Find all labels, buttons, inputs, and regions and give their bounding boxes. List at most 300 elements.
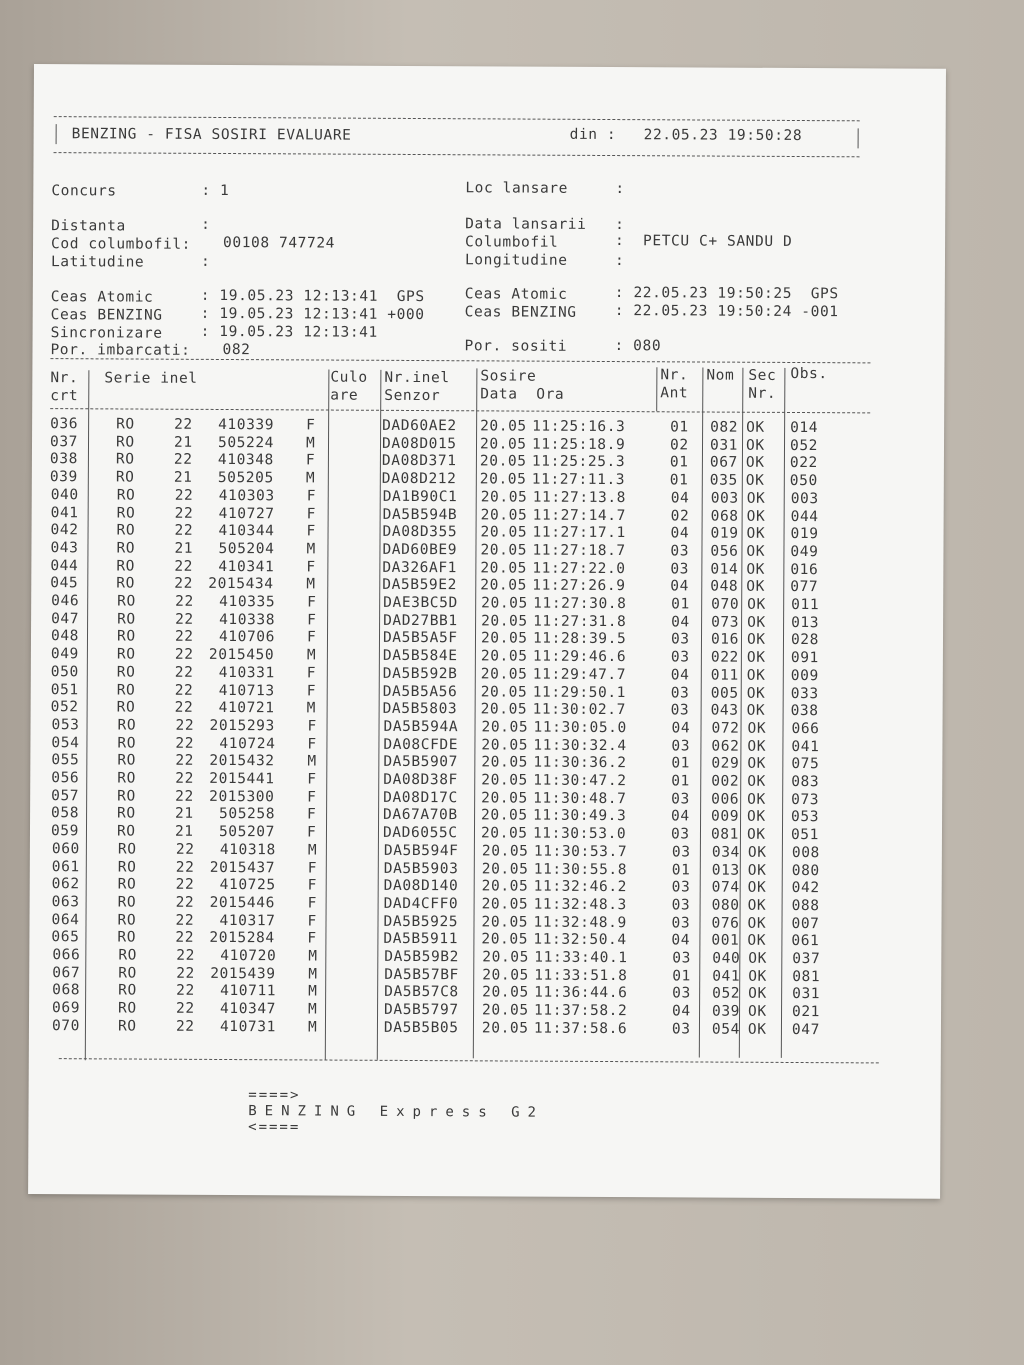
cell-obs: 049	[790, 543, 819, 561]
cell-inel: 410331	[218, 664, 275, 682]
cell-tara: RO	[117, 858, 137, 876]
cell-inel: 2015434	[208, 576, 274, 593]
cell-senzor: DA67A70B	[383, 807, 458, 824]
cell-tara: RO	[116, 487, 136, 504]
col-header-crt: crt	[50, 388, 79, 405]
cell-ora: 11:27:11.3	[531, 471, 626, 489]
cell-sex: F	[307, 895, 317, 912]
cod-columbofil-label: Cod columbofil:	[51, 236, 192, 253]
cell-senzor: DAD60BE9	[382, 541, 458, 559]
cell-inel: 410318	[219, 841, 276, 859]
cell-sec: OK	[745, 455, 765, 472]
cell-ant: 01	[669, 472, 689, 489]
col-header-sec-1: Sec	[748, 367, 777, 384]
cell-senzor: DA5B5907	[383, 754, 459, 771]
cell-ant: 01	[671, 861, 691, 878]
cell-obs: 080	[791, 862, 820, 879]
cell-ant: 04	[670, 490, 690, 507]
cell-nr: 039	[49, 469, 78, 486]
cell-ant: 01	[671, 773, 690, 790]
cell-data: 20.05	[481, 843, 529, 860]
cell-sec: OK	[747, 915, 767, 932]
cell-obs: 077	[790, 579, 819, 596]
cell-sex: F	[307, 930, 317, 947]
cell-senzor: DA5B59B2	[384, 948, 460, 966]
cell-ant: 03	[670, 543, 690, 560]
cell-nr: 038	[49, 451, 78, 468]
cell-nom: 070	[711, 596, 740, 613]
cell-sex: F	[306, 824, 317, 841]
cell-ant: 04	[671, 932, 691, 949]
cell-obs: 052	[789, 437, 819, 454]
cell-obs: 033	[790, 685, 819, 702]
cell-sec: OK	[746, 702, 766, 720]
cell-sex: F	[307, 913, 317, 930]
cell-sec: OK	[747, 879, 767, 897]
cell-an: 22	[175, 930, 195, 947]
date-label: din :	[569, 126, 617, 144]
cell-obs: 016	[790, 561, 819, 578]
cell-an: 22	[175, 770, 194, 787]
cell-inel: 2015439	[210, 965, 276, 982]
cell-inel: 410347	[220, 1001, 277, 1018]
cell-senzor: DA5B57BF	[384, 966, 459, 983]
cell-data: 20.05	[481, 931, 529, 948]
cell-senzor: DA5B59E2	[382, 577, 457, 594]
cell-nom: 048	[710, 578, 739, 595]
cell-ora: 11:30:48.7	[533, 790, 627, 807]
cell-data: 20.05	[480, 489, 528, 506]
cell-senzor: DA08D015	[381, 435, 457, 452]
cell-sec: OK	[747, 844, 767, 861]
cell-an: 22	[174, 629, 194, 646]
cell-tara: RO	[117, 788, 136, 805]
cell-sex: F	[307, 594, 317, 611]
cell-inel: 410706	[218, 629, 276, 646]
cell-inel: 410341	[218, 558, 275, 575]
cell-ora: 11:27:30.8	[533, 595, 627, 613]
footer-left-arrow: ====>	[248, 1087, 301, 1104]
cell-obs: 061	[791, 933, 820, 950]
cell-nom: 014	[710, 561, 739, 578]
cell-obs: 073	[791, 791, 820, 808]
cell-data: 20.05	[480, 683, 528, 701]
cell-sex: F	[307, 806, 317, 823]
cell-obs: 038	[790, 703, 819, 720]
cell-senzor: DAE3BC5D	[383, 594, 458, 612]
cell-obs: 028	[790, 632, 820, 649]
sincronizare-value: : 19.05.23 12:13:41	[200, 323, 378, 341]
cell-sec: OK	[746, 490, 766, 507]
cell-sec: OK	[745, 472, 765, 489]
cell-tara: RO	[115, 451, 135, 468]
cell-nr: 067	[52, 964, 81, 981]
cell-obs: 007	[791, 915, 820, 932]
cell-senzor: DA5B5797	[384, 1001, 459, 1019]
cell-an: 22	[174, 682, 194, 699]
cell-nr: 037	[49, 433, 79, 450]
cell-senzor: DA5B5903	[383, 860, 459, 877]
distanta-value: :	[201, 216, 211, 233]
cell-sex: M	[305, 435, 316, 452]
cell-sec: OK	[746, 632, 766, 649]
cell-obs: 019	[790, 526, 819, 543]
cell-sec: OK	[747, 720, 767, 737]
cell-sex: F	[306, 417, 316, 434]
cell-senzor: DAD60AE2	[382, 417, 457, 435]
cell-data: 20.05	[481, 595, 528, 612]
cell-sex: F	[306, 523, 316, 540]
cell-ant: 03	[670, 684, 690, 701]
latitudine-label: Latitudine	[50, 254, 145, 271]
cell-inel: 2015284	[209, 930, 275, 947]
cell-obs: 050	[789, 473, 818, 490]
cell-nr: 059	[50, 823, 80, 840]
cell-inel: 410344	[218, 523, 275, 540]
cell-nom: 074	[711, 879, 740, 896]
cell-data: 20.05	[480, 542, 528, 559]
cell-inel: 410724	[219, 735, 276, 752]
cell-nr: 056	[51, 770, 80, 787]
table-header-bottom-rule	[50, 408, 870, 413]
cell-sec: OK	[747, 596, 766, 613]
cell-sec: OK	[748, 986, 767, 1003]
cell-ant: 03	[670, 826, 690, 843]
cell-ant: 01	[671, 755, 691, 772]
cell-an: 22	[176, 1000, 195, 1017]
cell-nom: 006	[711, 791, 740, 808]
cell-tara: RO	[117, 841, 137, 858]
cell-data: 20.05	[480, 559, 528, 577]
cell-data: 20.05	[482, 984, 529, 1001]
cell-tara: RO	[118, 947, 138, 964]
cell-inel: 2015450	[208, 647, 275, 664]
cell-sec: OK	[746, 579, 765, 596]
cell-ant: 04	[672, 1003, 691, 1020]
cell-inel: 505258	[219, 806, 276, 823]
cell-nr: 050	[50, 663, 79, 681]
cell-sec: OK	[746, 649, 766, 666]
cell-senzor: DA1B90C1	[382, 488, 458, 506]
cell-sec: OK	[746, 525, 766, 543]
report-title: BENZING - FISA SOSIRI EVALUARE	[71, 126, 352, 144]
porumbei-imbarcati-label: Por. imbarcati:	[50, 342, 191, 359]
cell-nom: 001	[711, 932, 740, 950]
cell-ora: 11:30:47.2	[533, 772, 627, 790]
distanta-label: Distanta	[51, 218, 126, 235]
cell-data: 20.05	[481, 878, 529, 895]
cell-senzor: DA08D140	[383, 878, 459, 895]
cell-sec: OK	[747, 614, 766, 631]
cell-ora: 11:27:14.7	[532, 507, 626, 524]
cell-sec: OK	[748, 950, 768, 967]
cell-nr: 047	[51, 610, 80, 627]
cell-senzor: DA5B5803	[382, 701, 458, 718]
cell-nom: 003	[710, 490, 739, 507]
cell-data: 20.05	[480, 418, 527, 435]
cell-nr: 057	[51, 787, 80, 804]
cell-inel: 410721	[218, 700, 275, 717]
ceas-benzing-start-label: Ceas BENZING	[50, 307, 163, 324]
cell-sex: M	[306, 541, 316, 558]
cell-obs: 081	[792, 968, 821, 985]
cell-sec: OK	[747, 897, 767, 914]
cell-senzor: DA5B594F	[383, 842, 459, 860]
cell-inel: 410720	[220, 947, 277, 965]
concurs-value: : 1	[201, 182, 230, 200]
cell-senzor: DA5B5911	[383, 931, 459, 948]
cell-tara: RO	[116, 540, 136, 557]
col-header-sec-2: Nr.	[748, 385, 777, 402]
cell-ora: 11:30:49.3	[533, 808, 627, 825]
cell-nr: 044	[50, 557, 79, 574]
cell-nom: 011	[710, 667, 739, 684]
cell-inel: 505204	[218, 540, 275, 558]
cell-data: 20.05	[480, 630, 528, 647]
cell-sex: M	[308, 966, 318, 983]
cell-ora: 11:30:05.0	[533, 719, 627, 737]
data-lansarii-label: Data lansarii	[465, 216, 587, 233]
cell-ora: 11:36:44.6	[534, 985, 628, 1002]
cell-senzor: DA08D38F	[383, 771, 458, 789]
cell-data: 20.05	[482, 967, 529, 984]
cell-ant: 01	[670, 419, 689, 436]
cell-an: 22	[175, 859, 195, 876]
cell-data: 20.05	[480, 524, 528, 541]
cell-data: 20.05	[481, 860, 529, 878]
cell-ant: 03	[671, 879, 691, 896]
cell-data: 20.05	[481, 913, 529, 931]
cell-ant: 03	[671, 844, 691, 861]
cell-sex: F	[306, 629, 317, 646]
table-bottom-rule	[59, 1058, 879, 1063]
cell-ant: 02	[670, 507, 690, 524]
cell-tara: RO	[117, 717, 137, 734]
cell-sec: OK	[746, 508, 766, 525]
cell-nom: 002	[711, 773, 740, 790]
sincronizare-label: Sincronizare	[50, 325, 163, 342]
cell-nom: 019	[710, 525, 739, 542]
cell-nr: 049	[50, 646, 79, 663]
cell-nom: 082	[710, 419, 739, 436]
cell-obs: 075	[791, 756, 820, 773]
cell-an: 22	[175, 593, 194, 610]
cell-senzor: DA5B5A56	[382, 683, 458, 700]
cell-data: 20.05	[481, 736, 529, 754]
cell-ora: 11:30:32.4	[533, 737, 627, 754]
cell-inel: 410727	[218, 505, 275, 522]
cell-inel: 2015441	[209, 770, 275, 788]
cell-senzor: DAD27BB1	[383, 612, 458, 629]
cell-ora: 11:32:48.3	[533, 896, 627, 914]
cell-ora: 11:28:39.5	[532, 631, 627, 648]
cell-ant: 01	[669, 454, 689, 471]
cell-sex: F	[306, 488, 317, 505]
cell-nr: 065	[51, 929, 80, 946]
cell-obs: 037	[792, 950, 821, 968]
cell-tara: RO	[118, 982, 137, 999]
cell-tara: RO	[117, 929, 137, 946]
cell-nom: 056	[710, 543, 739, 560]
ceas-atomic-end-value: : 22.05.23 19:50:25 GPS	[614, 285, 839, 303]
cell-ant: 03	[670, 560, 690, 578]
cell-sec: OK	[746, 561, 766, 578]
cell-ora: 11:25:16.3	[532, 418, 626, 436]
cell-an: 22	[175, 841, 195, 858]
cell-tara: RO	[118, 965, 137, 982]
columbofil-value: : PETCU C+ SANDU D	[615, 233, 793, 250]
cell-sec: OK	[747, 756, 767, 773]
cell-sex: M	[306, 576, 316, 593]
cell-nom: 062	[711, 738, 740, 755]
cell-inel: 505207	[218, 824, 276, 841]
cell-an: 22	[174, 487, 194, 504]
cell-nom: 040	[712, 950, 741, 967]
cell-nom: 081	[710, 826, 740, 843]
cell-tara: RO	[116, 823, 136, 840]
cell-data: 20.05	[482, 1002, 529, 1019]
cell-ant: 03	[671, 791, 690, 808]
cell-senzor: DA5B594A	[383, 718, 459, 736]
cell-sec: OK	[748, 968, 767, 985]
cell-an: 22	[175, 912, 195, 929]
printout-sheet	[28, 64, 946, 1199]
cell-tara: RO	[116, 416, 135, 433]
cell-ora: 11:30:53.0	[532, 825, 627, 843]
cell-nr: 054	[51, 734, 80, 751]
cell-nr: 046	[51, 593, 80, 610]
cell-ora: 11:29:50.1	[532, 684, 627, 701]
concurs-label: Concurs	[51, 183, 117, 200]
cell-inel: 410731	[219, 1018, 276, 1036]
cell-sec: OK	[747, 773, 766, 790]
cell-ora: 11:27:18.7	[532, 542, 626, 559]
cell-senzor: DA5B594B	[382, 506, 458, 523]
cell-obs: 031	[792, 986, 821, 1003]
cell-sex: F	[307, 736, 317, 753]
cell-nr: 060	[51, 840, 80, 858]
cell-inel: 410348	[217, 452, 274, 469]
cell-ora: 11:32:48.9	[533, 914, 627, 931]
cell-senzor: DA5B5925	[383, 913, 459, 930]
cell-inel: 410335	[219, 593, 276, 611]
cell-sex: F	[306, 665, 317, 682]
cell-data: 20.05	[480, 577, 527, 594]
cell-data: 20.05	[480, 825, 528, 842]
cell-data: 20.05	[481, 896, 529, 913]
cell-data: 20.05	[482, 949, 530, 966]
cell-ant: 04	[671, 808, 690, 825]
cell-tara: RO	[116, 664, 136, 681]
cell-tara: RO	[117, 876, 137, 893]
cell-ora: 11:27:26.9	[532, 577, 626, 595]
cell-sex: F	[306, 682, 317, 699]
cell-obs: 013	[791, 614, 820, 631]
cell-sex: M	[307, 1019, 318, 1036]
cell-nr: 053	[51, 716, 80, 734]
col-header-nom: Nom	[706, 367, 735, 384]
cell-tara: RO	[115, 434, 135, 451]
cell-obs: 047	[791, 1021, 820, 1038]
cell-an: 22	[176, 965, 195, 982]
ceas-atomic-start-value: : 19.05.23 12:13:41 GPS	[200, 287, 425, 306]
cell-data: 20.05	[479, 436, 527, 453]
cell-an: 22	[174, 646, 194, 663]
loc-lansare-value: :	[615, 181, 625, 198]
cell-obs: 014	[790, 419, 819, 437]
cell-an: 22	[175, 894, 195, 911]
table-top-rule	[50, 358, 870, 363]
cell-senzor: DA5B57C8	[384, 984, 459, 1001]
cell-obs: 051	[790, 827, 820, 844]
cell-an: 22	[174, 558, 194, 575]
footer-banner	[206, 1071, 544, 1153]
cell-nr: 052	[50, 699, 79, 716]
cell-an: 21	[173, 469, 193, 486]
cell-sec: OK	[746, 543, 766, 560]
cell-nom: 068	[710, 508, 739, 525]
cell-obs: 091	[790, 650, 819, 667]
cell-tara: RO	[117, 894, 137, 911]
cod-columbofil-value: 00108 747724	[223, 234, 336, 252]
cell-tara: RO	[117, 735, 137, 752]
cell-an: 22	[175, 735, 195, 752]
col-sep-5	[656, 367, 657, 411]
cell-inel: 2015432	[209, 753, 275, 770]
cell-tara: RO	[117, 1018, 137, 1035]
cell-nom: 034	[711, 844, 740, 861]
cell-an: 22	[174, 505, 194, 522]
cell-ora: 11:29:46.6	[532, 648, 627, 666]
cell-ora: 11:27:31.8	[533, 613, 627, 630]
cell-inel: 410303	[218, 487, 275, 505]
cell-an: 22	[175, 788, 194, 805]
cell-sec: OK	[746, 826, 766, 843]
cell-obs: 041	[791, 738, 820, 755]
cell-ora: 11:27:17.1	[532, 524, 626, 542]
cell-obs: 021	[792, 1004, 821, 1021]
cell-sex: M	[306, 647, 317, 664]
cell-tara: RO	[117, 752, 137, 769]
cell-data: 20.05	[480, 666, 528, 683]
cell-nr: 063	[51, 893, 80, 911]
cell-obs: 011	[791, 596, 820, 614]
porumbei-sositi-label: Por. sositi	[464, 338, 568, 355]
cell-ant: 03	[671, 914, 691, 932]
cell-ora: 11:29:47.7	[532, 666, 627, 683]
ceas-atomic-end-label: Ceas Atomic	[464, 286, 568, 303]
cell-senzor: DA08D371	[381, 453, 457, 470]
cell-senzor: DA5B5B05	[383, 1019, 459, 1037]
cell-data: 20.05	[481, 754, 529, 771]
col-header-data-ora: Data Ora	[480, 386, 565, 403]
cell-tara: RO	[117, 805, 136, 822]
cell-nr: 066	[52, 947, 81, 964]
col-header-serie-inel: Serie inel	[104, 370, 198, 387]
cell-nom: 080	[711, 897, 740, 914]
cell-an: 21	[173, 434, 193, 451]
cell-sex: F	[306, 505, 317, 522]
cell-senzor: DA08CFDE	[383, 736, 459, 753]
cell-sex: F	[307, 771, 317, 788]
cell-an: 22	[174, 699, 194, 717]
cell-senzor: DA5B592B	[382, 665, 458, 683]
cell-inel: 410713	[218, 682, 275, 699]
loc-lansare-label: Loc lansare	[465, 180, 569, 197]
cell-sex: M	[308, 1001, 318, 1018]
ceas-atomic-start-label: Ceas Atomic	[50, 289, 154, 306]
col-header-nr: Nr.	[50, 370, 79, 387]
